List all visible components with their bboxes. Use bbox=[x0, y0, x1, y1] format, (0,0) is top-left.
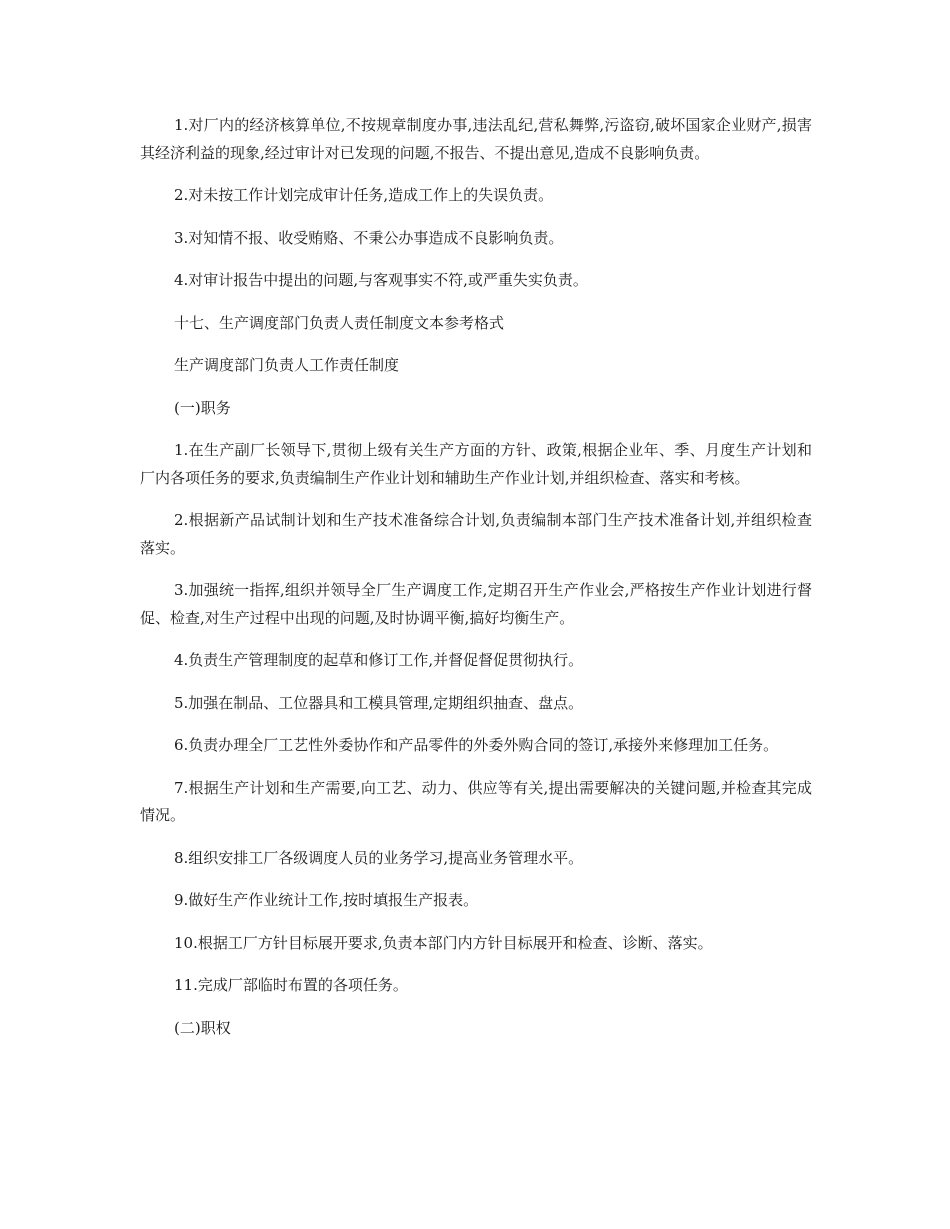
duty-item-7: 7.根据生产计划和生产需要,向工艺、动力、供应等有关,提出需要解决的关键问题,并检查其完成情况。 bbox=[140, 778, 812, 824]
duty-item-8: 8.组织安排工厂各级调度人员的业务学习,提高业务管理水平。 bbox=[174, 848, 584, 867]
section-heading: 十七、生产调度部门负责人责任制度文本参考格式 bbox=[174, 313, 505, 332]
duty-item-3: 3.加强统一指挥,组织并领导全厂生产调度工作,定期召开生产作业会,严格按生产作业计划进行督促、检查,对生产过程中出现的问题,及时协调平衡,搞好均衡生产。 bbox=[140, 581, 812, 627]
document-title: 生产调度部门负责人工作责任制度 bbox=[174, 356, 400, 374]
duty-item-11: 11.完成厂部临时布置的各项任务。 bbox=[174, 976, 408, 994]
duty-item-5: 5.加强在制品、工位器具和工模具管理,定期组织抽查、盘点。 bbox=[174, 693, 584, 712]
subsection-authority: (二)职权 bbox=[174, 1018, 231, 1037]
duty-item-9: 9.做好生产作业统计工作,按时填报生产报表。 bbox=[174, 891, 479, 909]
duty-item-1: 1.在生产副厂长领导下,贯彻上级有关生产方面的方针、政策,根据企业年、季、月度生产计划和厂内各项任务的要求,负责编制生产作业计划和辅助生产作业计划,并组织检查、落实和考核。 bbox=[140, 441, 812, 487]
duty-item-10: 10.根据工厂方针目标展开要求,负责本部门内方针目标展开和检查、诊断、落实。 bbox=[174, 933, 713, 952]
paragraph-audit-item-1: 1.对厂内的经济核算单位,不按规章制度办事,违法乱纪,营私舞弊,污盗窃,破坏国家企业财产,损害其经济利益的现象,经过审计对已发现的问题,不报告、不提出意见,造成不良影响负责。 bbox=[140, 116, 812, 162]
paragraph-audit-item-3: 3.对知情不报、收受贿赂、不秉公办事造成不良影响负责。 bbox=[174, 228, 564, 247]
duty-item-2: 2.根据新产品试制计划和生产技术准备综合计划,负责编制本部门生产技术准备计划,并组织检查落实。 bbox=[140, 511, 812, 557]
duty-item-4: 4.负责生产管理制度的起草和修订工作,并督促督促贯彻执行。 bbox=[174, 651, 584, 669]
paragraph-audit-item-4: 4.对审计报告中提出的问题,与客观事实不符,或严重失实负责。 bbox=[174, 271, 588, 289]
duty-item-6: 6.负责办理全厂工艺性外委协作和产品零件的外委外购合同的签订,承接外来修理加工任务。 bbox=[174, 736, 779, 754]
paragraph-audit-item-2: 2.对未按工作计划完成审计任务,造成工作上的失误负责。 bbox=[174, 186, 554, 204]
document-page bbox=[140, 112, 812, 1057]
subsection-duties: (一)职务 bbox=[174, 398, 231, 417]
